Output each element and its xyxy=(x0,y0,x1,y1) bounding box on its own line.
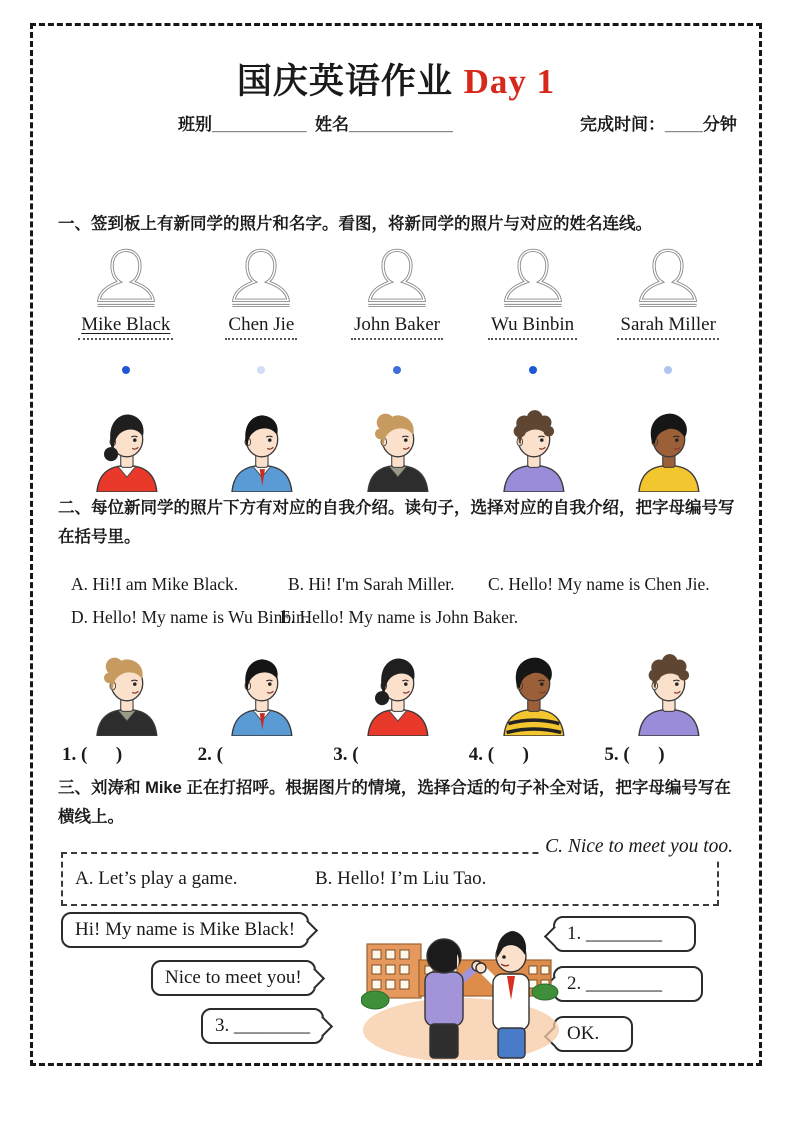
photo-name-cell xyxy=(329,246,465,340)
class-field: 班别__________ xyxy=(178,115,307,134)
option-b: B. Hello! I’m Liu Tao. xyxy=(315,868,487,889)
photo-silhouette-icon xyxy=(220,246,302,312)
dialogue-area xyxy=(33,908,759,1060)
answer-blank[interactable]: 3. ( xyxy=(333,744,388,765)
boy-dark-skin-yellow-top-avatar xyxy=(623,404,713,492)
girl-blonde-ponytail-black-top-avatar xyxy=(352,404,442,492)
section1-heading: 一、签到板上有新同学的照片和名字。看图，将新同学的照片与对应的姓名连线。 xyxy=(58,215,652,233)
connector-dot[interactable] xyxy=(529,366,537,374)
photo-name-cell xyxy=(58,246,194,340)
connector-dot[interactable] xyxy=(122,366,130,374)
student-name: Sarah Miller xyxy=(617,314,719,340)
girl-black-hair-red-top-avatar xyxy=(352,648,442,736)
answer-blank[interactable]: 4. ( ) xyxy=(468,744,529,765)
intro-option: B. Hi! I'm Sarah Miller. xyxy=(288,574,455,594)
section3-options-box xyxy=(61,836,733,906)
page-title-day: Day 1 xyxy=(463,62,556,101)
greeting-scene-illustration xyxy=(361,908,561,1060)
photo-silhouette-icon xyxy=(85,246,167,312)
match-item-cell xyxy=(58,648,194,766)
girl-blonde-ponytail-black-top-avatar xyxy=(81,648,171,736)
student-face-cell xyxy=(58,404,194,492)
student-info-row xyxy=(33,110,759,136)
student-name: John Baker xyxy=(351,314,443,340)
student-faces-row-2 xyxy=(58,648,736,766)
option-c: C. Nice to meet you too. xyxy=(541,836,737,858)
photo-name-cell xyxy=(600,246,736,340)
section2-heading: 二、每位新同学的照片下方有对应的自我介绍。读句子，选择对应的自我介绍，把字母编号写在括号里。 xyxy=(58,499,735,546)
intro-option: C. Hello! My name is Chen Jie. xyxy=(488,574,710,594)
time-field: 完成时间：____分钟 xyxy=(580,115,737,134)
match-item-cell xyxy=(600,648,736,766)
intro-option: E. Hello! My name is John Baker. xyxy=(280,607,519,627)
speech-bubble-liutao-1: 1. ________ xyxy=(553,916,696,952)
match-item-cell xyxy=(194,648,330,766)
boy-dark-skin-yellow-striped-top-avatar xyxy=(488,648,578,736)
photo-silhouette-icon xyxy=(627,246,709,312)
option-a: A. Let’s play a game. xyxy=(75,868,238,889)
connector-dot-cell xyxy=(194,366,330,374)
student-faces-row-1 xyxy=(58,404,736,492)
student-face-cell xyxy=(194,404,330,492)
boy-brown-curly-purple-top-avatar xyxy=(488,404,578,492)
connector-dot[interactable] xyxy=(393,366,401,374)
speech-bubble-liutao-3: OK. xyxy=(553,1016,633,1052)
photo-silhouette-icon xyxy=(492,246,574,312)
answer-blank[interactable]: 2. ( xyxy=(197,744,223,765)
two-boys-greeting-image xyxy=(361,908,561,1060)
connector-dots-top xyxy=(58,366,736,374)
connector-dot[interactable] xyxy=(664,366,672,374)
answer-blank[interactable]: 1. ( ) xyxy=(62,744,123,765)
boy-black-hair-blue-jacket-avatar xyxy=(216,404,306,492)
student-face-cell xyxy=(329,404,465,492)
boy-black-hair-blue-shirt-avatar xyxy=(216,648,306,736)
photo-silhouette-icon xyxy=(356,246,438,312)
connector-dot[interactable] xyxy=(257,366,265,374)
student-name: Mike Black xyxy=(78,314,173,340)
match-item-cell xyxy=(465,648,601,766)
match-item-cell xyxy=(329,648,465,766)
boy-brown-curly-purple-top-avatar xyxy=(623,648,713,736)
section2-options xyxy=(58,574,736,642)
student-name: Wu Binbin xyxy=(488,314,577,340)
student-face-cell xyxy=(600,404,736,492)
intro-option: A. Hi!I am Mike Black. xyxy=(71,574,239,594)
student-face-cell xyxy=(465,404,601,492)
student-name: Chen Jie xyxy=(225,314,297,340)
speech-bubble-liutao-2: 2. ________ xyxy=(553,966,703,1002)
intro-option: D. Hello! My name is Wu Binbin. xyxy=(71,607,310,627)
section3-heading: 三、刘涛和 Mike 正在打招呼。根据图片的情境，选择合适的句子补全对话，把字母编号写在横线上。 xyxy=(58,779,731,826)
speech-bubble-mike-2: Nice to meet you! xyxy=(151,960,316,996)
speech-bubble-mike-3: 3. ________ xyxy=(201,1008,324,1044)
connector-dot-cell xyxy=(600,366,736,374)
connector-dot-cell xyxy=(329,366,465,374)
page-title-main: 国庆英语作业 xyxy=(236,62,453,101)
connector-dot-cell xyxy=(58,366,194,374)
speech-bubble-mike-1: Hi! My name is Mike Black! xyxy=(61,912,309,948)
girl-black-hair-red-top-avatar xyxy=(81,404,171,492)
name-field: 姓名___________ xyxy=(315,115,454,134)
answer-blank[interactable]: 5. ( ) xyxy=(604,744,665,765)
photo-name-cell xyxy=(465,246,601,340)
page-title xyxy=(33,54,759,104)
worksheet-dashed-border xyxy=(30,23,762,1066)
connector-dot-cell xyxy=(465,366,601,374)
photo-name-cell xyxy=(194,246,330,340)
silhouette-name-row xyxy=(58,246,736,340)
